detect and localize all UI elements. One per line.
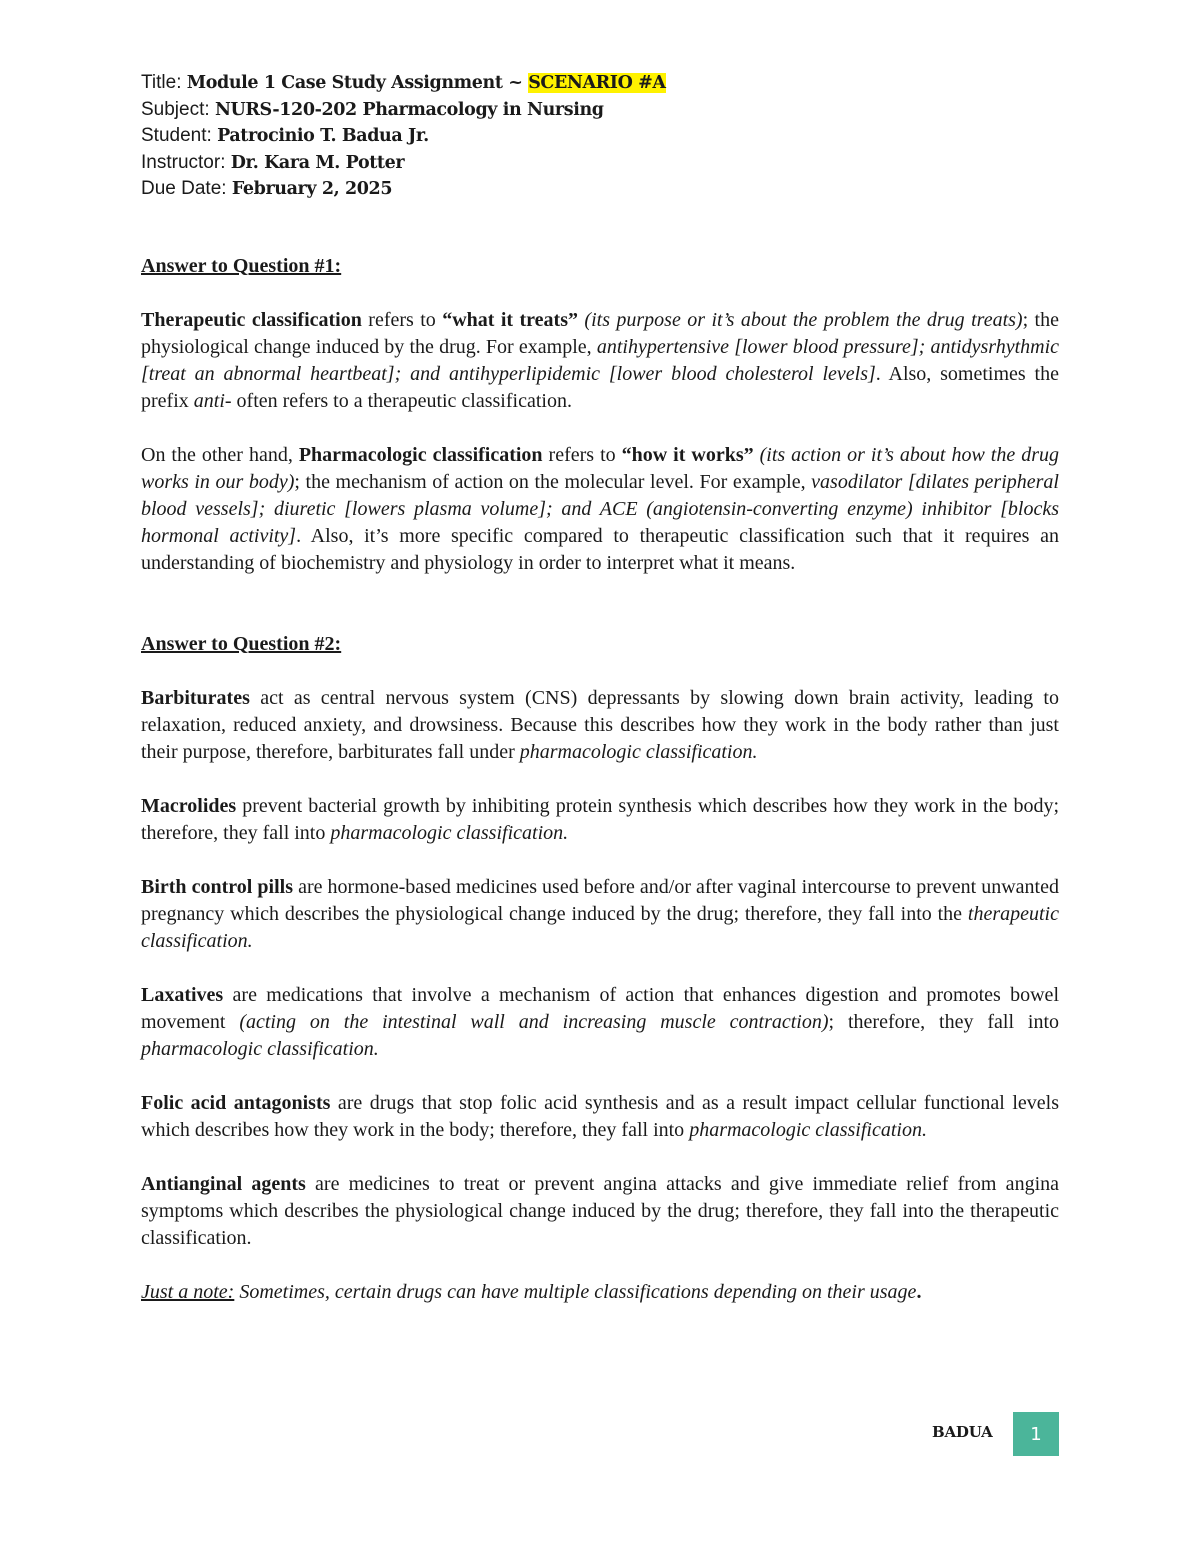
q1-text: On the other hand,: [141, 443, 299, 466]
q2-paren: (acting on the intestinal wall and increasing muscle contraction): [239, 1010, 829, 1033]
q1-text: ; the physiological change induced by the drug. For example,: [141, 308, 1059, 358]
q2-text: are hormone-based medicines used before and/or after vaginal intercourse to prevent unwanted pregnancy which describes the physiological change induced by the drug; therefore, they fall into the: [141, 875, 1059, 925]
q2-term: Macrolides: [141, 794, 237, 817]
q2-text: are drugs that stop folic acid synthesis and as a result impact cellular functional levels which describes how they work in the body; therefore, they fall into: [141, 1091, 1059, 1141]
q1-examples: antihypertensive [lower blood pressure]; antidysrhythmic [treat an abnormal heartbeat]; and antihyperlipidemic [lower blood cholesterol levels]: [141, 335, 1059, 385]
q2-paragraph-barbiturates: [141, 685, 1059, 766]
header-block: [141, 70, 1059, 203]
due-date-line: [141, 176, 1059, 203]
q2-paragraph-antianginal: [141, 1171, 1059, 1252]
q1-term-pharmacologic: Pharmacologic classification: [298, 443, 543, 466]
q1-paragraph-therapeutic: [141, 307, 1059, 415]
title-line: [141, 70, 1059, 97]
q2-term: Barbiturates: [141, 686, 250, 709]
q2-period: .: [373, 1037, 379, 1060]
q1-prefix: anti-: [193, 389, 232, 412]
q2-term: Folic acid antagonists: [141, 1091, 331, 1114]
instructor-line: [141, 150, 1059, 177]
q2-classification: pharmacologic classification: [141, 1037, 374, 1060]
q2-paragraph-folic-acid: [141, 1090, 1059, 1144]
q1-quote: “what it treats”: [442, 308, 578, 331]
instructor-value: Dr. Kara M. Potter: [230, 152, 405, 173]
q1-text: refers to: [542, 443, 622, 466]
scenario-highlight: SCENARIO #A: [528, 73, 666, 93]
q1-text: . Also, sometimes the prefix: [141, 362, 1059, 412]
q2-text: are medicines to treat or prevent angina attacks and give immediate relief from angina symptoms which describes the physiological change induced by the drug; therefore, they fall into the therapeutic classification.: [141, 1172, 1059, 1249]
q2-text: ; therefore, they fall into: [828, 1010, 1060, 1033]
q1-paren: (its purpose or it’s about the problem the drug treats): [584, 308, 1023, 331]
q2-text: are medications that involve a mechanism of action that enhances digestion and promotes bowel movement: [141, 983, 1059, 1033]
note-lead: Just a note:: [141, 1280, 235, 1303]
q2-text: act as central nervous system (CNS) depressants by slowing down brain activity, leading to relaxation, reduced anxiety, and drowsiness. Because this describes how they work in the body rather than just their purpose, therefore, barbiturates fall under: [141, 686, 1059, 763]
q2-text: prevent bacterial growth by inhibiting protein synthesis which describes how they work in the body; therefore, they fall into: [141, 794, 1059, 844]
page-number: 1: [1030, 1423, 1042, 1445]
q1-heading: Answer to Question #1:: [141, 254, 342, 277]
q2-note: [141, 1279, 1059, 1306]
q2-period: .: [921, 1118, 927, 1141]
footer-author-name: BADUA: [932, 1423, 993, 1441]
instructor-label: Instructor:: [141, 151, 231, 173]
q2-paragraph-laxatives: [141, 982, 1059, 1063]
due-date-label: Due Date:: [141, 178, 232, 199]
title-label: Title:: [141, 72, 187, 93]
q1-quote: “how it works”: [621, 443, 754, 466]
q2-period: .: [247, 929, 253, 952]
q1-paragraph-pharmacologic: [141, 442, 1059, 577]
q1-term-therapeutic: Therapeutic classification: [141, 308, 362, 331]
q2-classification: therapeutic classification: [141, 902, 1059, 952]
title-value: Module 1 Case Study Assignment ~: [186, 73, 529, 93]
q2-paragraph-macrolides: [141, 793, 1059, 847]
q2-period: .: [563, 821, 569, 844]
q1-text: ; the mechanism of action on the molecular level. For example,: [294, 470, 812, 493]
q2-classification: pharmacologic classification: [519, 740, 753, 763]
q2-heading: Answer to Question #2:: [141, 632, 342, 655]
note-text: Sometimes, certain drugs can have multiple classifications depending on their usage: [234, 1280, 917, 1303]
subject-line: [141, 97, 1059, 124]
q1-text: refers to: [361, 308, 443, 331]
q2-classification: pharmacologic classification: [689, 1118, 922, 1141]
q2-period: .: [752, 740, 758, 763]
q2-term: Laxatives: [141, 983, 224, 1006]
subject-value: NURS-120-202 Pharmacology in Nursing: [214, 99, 604, 120]
q1-paren: (its action or it’s about how the drug works in our body): [141, 443, 1060, 493]
q1-text: . Also, it’s more specific compared to therapeutic classification such that it requires an understanding of biochemistry and physiology in order to interpret what it means.: [141, 524, 1059, 574]
student-value: Patrocinio T. Badua Jr.: [217, 126, 429, 146]
q1-examples: vasodilator [dilates peripheral blood vessels]; diuretic [lowers plasma volume]; and ACE (angiotensin-converting enzyme) inhibitor [blocks hormonal activity]: [141, 470, 1059, 547]
student-label: Student:: [141, 125, 218, 146]
page-number-box: [1013, 1412, 1059, 1456]
q2-term: Antianginal agents: [141, 1172, 306, 1195]
q2-term: Birth control pills: [141, 875, 293, 898]
due-date-value: February 2, 2025: [231, 179, 393, 199]
student-line: [141, 123, 1059, 150]
document-page: [141, 70, 1059, 1306]
q1-text: often refers to a therapeutic classification.: [231, 389, 572, 412]
q2-classification: pharmacologic classification: [330, 821, 564, 844]
note-period: .: [916, 1280, 922, 1303]
subject-label: Subject:: [141, 98, 215, 120]
q2-paragraph-birth-control: [141, 874, 1059, 955]
